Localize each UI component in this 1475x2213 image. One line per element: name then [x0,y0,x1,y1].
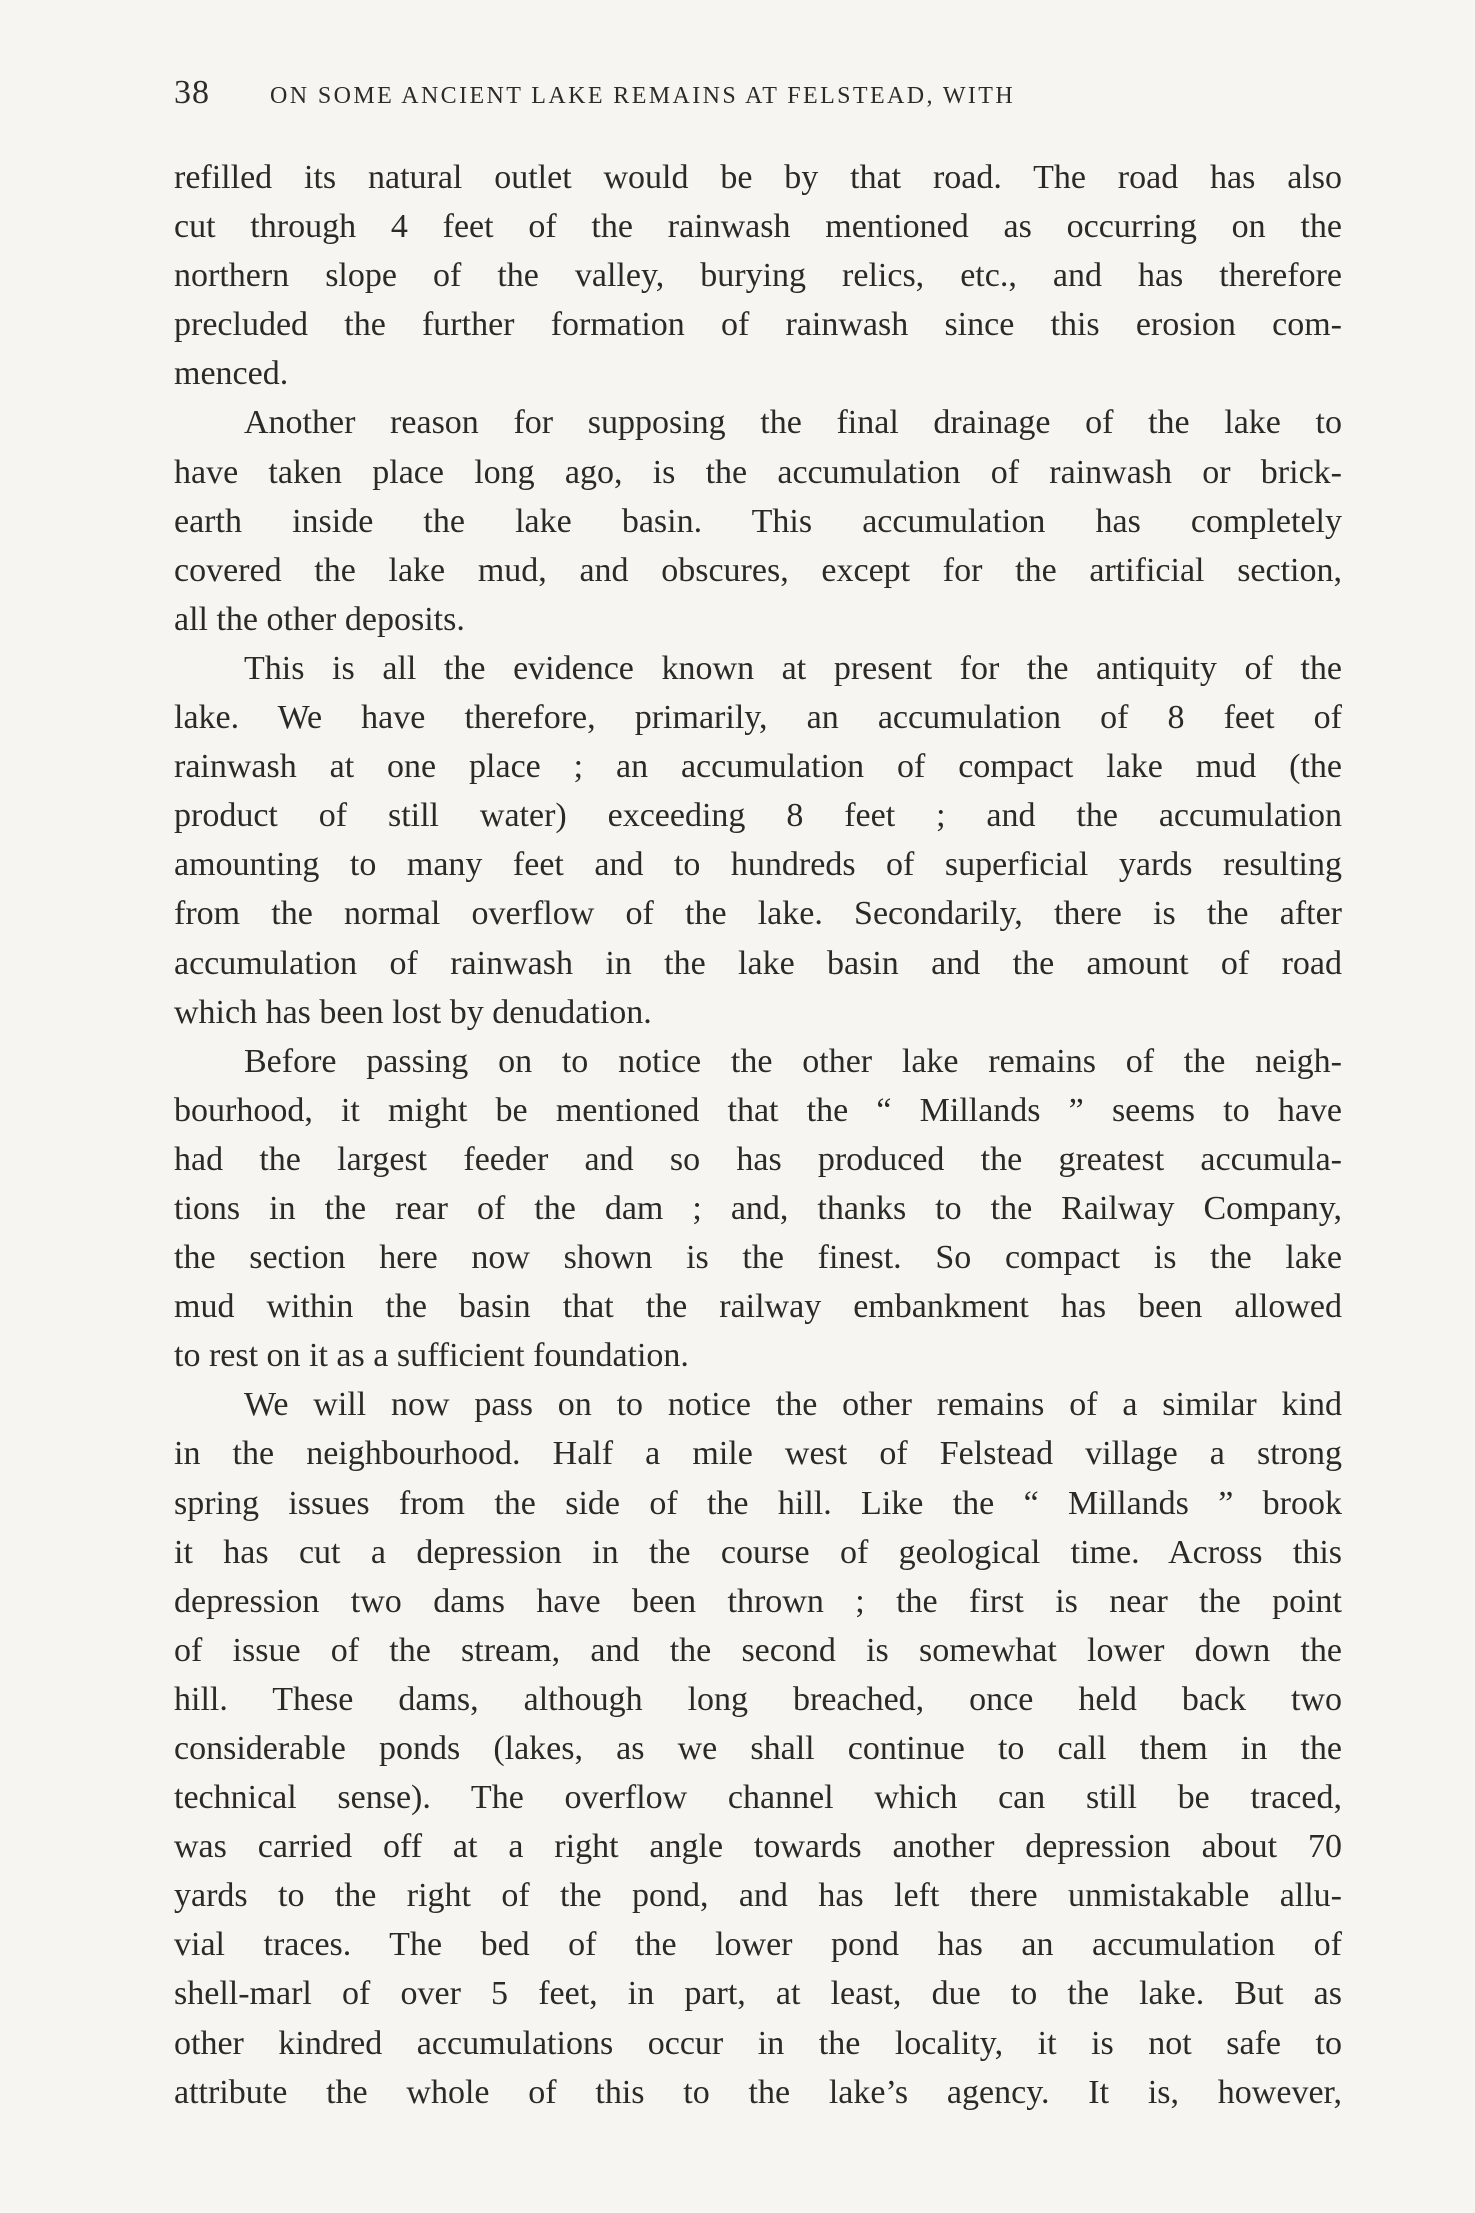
text-line: Another reason for supposing the final drainage of the lake to [244,404,1342,442]
text-line: to rest on it as a sufficient foundation. [174,1337,689,1375]
text-line: precluded the further formation of rainwash since this erosion com- [174,306,1342,344]
text-line: lake. We have therefore, primarily, an accumulation of 8 feet of [174,699,1342,737]
text-line: spring issues from the side of the hill. Like the “ Millands ” brook [174,1484,1342,1522]
text-line: all the other deposits. [174,600,465,638]
text-line: mud within the basin that the railway embankment has been allowed [174,1288,1342,1326]
paragraph [174,644,1342,1037]
text-line: considerable ponds (lakes, as we shall continue to call them in the [174,1730,1342,1767]
text-line: earth inside the lake basin. This accumulation has completely [174,502,1342,540]
text-line: it has cut a depression in the course of geological time. Across this [174,1533,1342,1571]
text-line: northern slope of the valley, burying relics, etc., and has therefore [174,257,1342,295]
paragraph [174,1037,1342,1381]
text-line: Before passing on to notice the other lake remains of the neigh- [244,1042,1342,1080]
text-line: from the normal overflow of the lake. Secondarily, there is the after [174,895,1342,933]
text-line: We will now pass on to notice the other remains of a similar kind [244,1386,1342,1424]
text-line: the section here now shown is the finest. So compact is the lake [174,1239,1342,1277]
text-line: accumulation of rainwash in the lake basin and the amount of road [174,944,1342,982]
text-line: amounting to many feet and to hundreds of superficial yards resulting [174,846,1342,884]
text-line: hill. These dams, although long breached, once held back two [174,1680,1342,1718]
text-line: was carried off at a right angle towards another depression about 70 [174,1828,1342,1866]
text-line: of issue of the stream, and the second is somewhat lower down the [174,1631,1342,1669]
text-line: menced. [174,355,289,393]
paragraph [174,1380,1342,2116]
page-number: 38 [174,74,210,111]
text-line: rainwash at one place ; an accumulation of compact lake mud (the [174,748,1342,786]
text-line: depression two dams have been thrown ; the first is near the point [174,1582,1342,1620]
text-line: shell-marl of over 5 feet, in part, at least, due to the lake. But as [174,1975,1342,2013]
text-line: technical sense). The overflow channel which can still be traced, [174,1779,1342,1817]
text-line: tions in the rear of the dam ; and, thanks to the Railway Company, [174,1189,1342,1227]
body-text [174,153,1342,2133]
text-line: bourhood, it might be mentioned that the “ Millands ” seems to have [174,1091,1342,1129]
text-line: covered the lake mud, and obscures, except for the artificial section, [174,551,1342,589]
text-line: which has been lost by denudation. [174,993,652,1031]
text-line: cut through 4 feet of the rainwash mentioned as occurring on the [174,208,1342,246]
text-line: vial traces. The bed of the lower pond has an accumulation of [174,1926,1342,1964]
text-line: yards to the right of the pond, and has left there unmistakable allu- [174,1877,1342,1915]
text-line: product of still water) exceeding 8 feet ; and the accumulation [174,797,1342,835]
text-line: other kindred accumulations occur in the locality, it is not safe to [174,2024,1342,2062]
text-line: in the neighbourhood. Half a mile west of Felstead village a strong [174,1435,1342,1473]
text-line: This is all the evidence known at present for the antiquity of the [244,649,1342,687]
running-head-title: ON SOME ANCIENT LAKE REMAINS AT FELSTEAD, WITH [270,83,1016,109]
text-line: refilled its natural outlet would be by that road. The road has also [174,159,1342,196]
text-line: had the largest feeder and so has produced the greatest accumula- [174,1140,1342,1178]
text-line: have taken place long ago, is the accumulation of rainwash or brick- [174,453,1342,491]
paragraph [174,153,1342,398]
running-head [174,74,1342,124]
text-line: attribute the whole of this to the lake’s agency. It is, however, [174,2073,1342,2111]
paragraph [174,398,1342,643]
